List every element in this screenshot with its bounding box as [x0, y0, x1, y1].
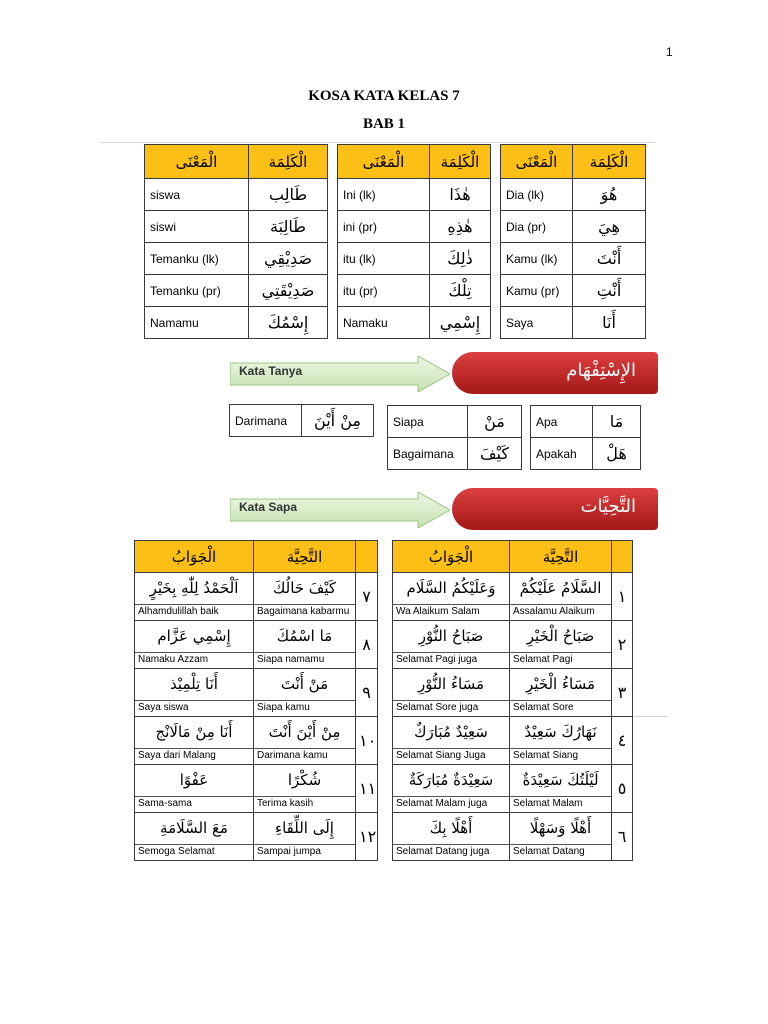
answer-cell — [393, 573, 510, 621]
greeting-translation: Assalamu Alaikum — [510, 604, 611, 619]
word-cell: أَنْتَ — [573, 243, 646, 275]
word-cell: كَيْفَ — [468, 438, 522, 470]
greeting-translation: Selamat Pagi — [510, 652, 611, 667]
meaning-cell: siswi — [145, 211, 249, 243]
row-number: ١٠ — [356, 717, 378, 765]
answer-arabic: مَسَاءُ النُّوْرِ — [417, 675, 485, 693]
meaning-cell: Apakah — [531, 438, 593, 470]
answer-arabic: أَهْلًا بِكَ — [429, 819, 473, 837]
answer-arabic: عَفْوًا — [179, 771, 209, 789]
word-cell: صَدِيْقَتِي — [249, 275, 328, 307]
greeting-arabic: مَا اسْمُكَ — [276, 627, 333, 645]
question-table-where — [229, 404, 374, 437]
meaning-cell: Dia (pr) — [501, 211, 573, 243]
answer-translation: Namaku Azzam — [135, 652, 253, 667]
answer-cell — [393, 621, 510, 669]
answer-translation: Saya siswa — [135, 700, 253, 715]
answer-translation: Selamat Malam juga — [393, 796, 509, 811]
greeting-cell — [254, 669, 356, 717]
column-header-number — [356, 541, 378, 573]
meaning-cell: Dia (lk) — [501, 179, 573, 211]
answer-translation: Sama-sama — [135, 796, 253, 811]
word-cell: مَنْ — [468, 406, 522, 438]
answer-cell — [135, 669, 254, 717]
answer-cell — [135, 765, 254, 813]
table-row — [531, 406, 641, 438]
column-header-number — [612, 541, 633, 573]
table-row — [388, 406, 522, 438]
answer-cell — [135, 573, 254, 621]
meaning-cell: ini (pr) — [338, 211, 430, 243]
row-number: ٢ — [612, 621, 633, 669]
greeting-translation: Selamat Sore — [510, 700, 611, 715]
greeting-row — [135, 621, 378, 669]
word-cell: هُوَ — [573, 179, 646, 211]
meaning-cell: Temanku (lk) — [145, 243, 249, 275]
meaning-cell: Siapa — [388, 406, 468, 438]
banner-label-arabic: التَّحِيَّات — [580, 496, 636, 517]
row-number: ٨ — [356, 621, 378, 669]
row-number: ٧ — [356, 573, 378, 621]
chapter-title: BAB 1 — [362, 116, 406, 132]
table-header-row — [145, 145, 328, 179]
word-cell: مَا — [593, 406, 641, 438]
greeting-arabic: مَنْ أَنْتَ — [280, 675, 329, 693]
greeting-row — [393, 765, 633, 813]
greeting-arabic: مَسَاءُ الْخَيْرِ — [525, 675, 596, 693]
row-number: ١ — [612, 573, 633, 621]
greeting-arabic: كَيْفَ حَالُكَ — [272, 579, 337, 597]
greeting-arabic: إِلَى اللِّقَاءِ — [275, 819, 334, 837]
answer-arabic: وَعَلَيْكُمُ السَّلَام — [406, 579, 496, 597]
horizontal-rule — [628, 716, 668, 717]
greeting-arabic: أَهْلًا وَسَهْلًا — [529, 819, 592, 837]
word-cell: تِلْكَ — [430, 275, 491, 307]
answer-translation: Selamat Sore juga — [393, 700, 509, 715]
answer-cell — [135, 813, 254, 861]
answer-translation: Selamat Siang Juga — [393, 748, 509, 763]
word-cell: هَلْ — [593, 438, 641, 470]
word-cell: أَنْتِ — [573, 275, 646, 307]
greeting-translation: Bagaimana kabarmu — [254, 604, 355, 619]
answer-arabic: صَبَاحُ النُّوْرِ — [418, 627, 484, 645]
answer-cell — [393, 813, 510, 861]
row-number: ١٢ — [356, 813, 378, 861]
greeting-translation: Sampai jumpa — [254, 844, 355, 859]
table-row — [501, 243, 646, 275]
greeting-row — [135, 765, 378, 813]
meaning-cell: Ini (lk) — [338, 179, 430, 211]
greeting-cell — [510, 717, 612, 765]
table-row — [501, 275, 646, 307]
greeting-cell — [254, 717, 356, 765]
table-row — [388, 438, 522, 470]
meaning-cell: Apa — [531, 406, 593, 438]
table-row — [338, 179, 491, 211]
word-cell: أَنَا — [573, 307, 646, 339]
table-row — [338, 307, 491, 339]
document-title: KOSA KATA KELAS 7 — [308, 88, 460, 104]
vocab-table-pronouns — [500, 144, 646, 339]
answer-arabic: أَنَا تِلْمِيْذ — [170, 675, 218, 693]
banner-label-indonesian: Kata Tanya — [239, 364, 303, 378]
table-header-row — [135, 541, 378, 573]
meaning-cell: Kamu (pr) — [501, 275, 573, 307]
answer-cell — [393, 717, 510, 765]
answer-cell — [135, 621, 254, 669]
greeting-cell — [254, 765, 356, 813]
table-row — [145, 307, 328, 339]
table-row — [531, 438, 641, 470]
meaning-cell: Kamu (lk) — [501, 243, 573, 275]
column-header-meaning: الْمَعْنَى — [501, 145, 573, 179]
meaning-cell: siswa — [145, 179, 249, 211]
table-header-row — [338, 145, 491, 179]
meaning-cell: Darimana — [230, 405, 302, 437]
greeting-row — [135, 573, 378, 621]
table-header-row — [393, 541, 633, 573]
table-row — [501, 179, 646, 211]
answer-translation: Alhamdulillah baik — [135, 604, 253, 619]
answer-arabic: سَعِيْدٌ مُبَارَكٌ — [414, 723, 488, 741]
greeting-cell — [510, 621, 612, 669]
column-header-meaning: الْمَعْنَى — [145, 145, 249, 179]
word-cell: هٰذِهِ — [430, 211, 491, 243]
row-number: ١١ — [356, 765, 378, 813]
word-cell: صَدِيْقِي — [249, 243, 328, 275]
table-row — [145, 275, 328, 307]
answer-arabic: مَعَ السَّلَامَةِ — [160, 819, 228, 837]
greeting-row — [393, 621, 633, 669]
vocab-table-nouns — [144, 144, 328, 339]
greeting-cell — [510, 669, 612, 717]
greeting-cell — [510, 813, 612, 861]
meaning-cell: Temanku (pr) — [145, 275, 249, 307]
horizontal-rule — [100, 142, 655, 143]
answer-translation: Wa Alaikum Salam — [393, 604, 509, 619]
greeting-translation: Siapa kamu — [254, 700, 355, 715]
answer-cell — [393, 669, 510, 717]
banner-label-indonesian: Kata Sapa — [239, 500, 298, 514]
row-number: ٥ — [612, 765, 633, 813]
column-header-word: الْكَلِمَة — [249, 145, 328, 179]
word-cell: طَالِبَة — [249, 211, 328, 243]
greeting-cell — [254, 621, 356, 669]
table-header-row — [501, 145, 646, 179]
banner-label-arabic: الإِسْتِفْهَام — [566, 360, 636, 381]
greeting-arabic: نَهَارُكَ سَعِيْدٌ — [524, 723, 597, 741]
column-header-greeting: التَّحِيَّة — [510, 541, 612, 573]
section-banner-greetings — [230, 488, 658, 530]
greeting-translation: Selamat Datang — [510, 844, 611, 859]
row-number: ٦ — [612, 813, 633, 861]
greeting-row — [135, 669, 378, 717]
row-number: ٩ — [356, 669, 378, 717]
greeting-arabic: شُكْرًا — [287, 771, 322, 789]
answer-arabic: إِسْمِي عَزَّام — [157, 627, 231, 645]
word-cell: إِسْمُكَ — [249, 307, 328, 339]
meaning-cell: Namaku — [338, 307, 430, 339]
column-header-answer: الْجَوَابُ — [393, 541, 510, 573]
greeting-translation: Selamat Siang — [510, 748, 611, 763]
word-cell: مِنْ أَيْنَ — [302, 405, 374, 437]
greetings-table-right — [392, 540, 633, 861]
table-row — [145, 179, 328, 211]
row-number: ٣ — [612, 669, 633, 717]
vocab-table-demonstratives — [337, 144, 491, 339]
question-table-who — [387, 405, 522, 470]
column-header-meaning: الْمَعْنَى — [338, 145, 430, 179]
meaning-cell: Namamu — [145, 307, 249, 339]
greetings-table-left — [134, 540, 378, 861]
table-row — [338, 275, 491, 307]
table-row — [338, 211, 491, 243]
greeting-translation: Terima kasih — [254, 796, 355, 811]
page-number: 1 — [666, 45, 673, 59]
row-number: ٤ — [612, 717, 633, 765]
greeting-translation: Darimana kamu — [254, 748, 355, 763]
answer-cell — [135, 717, 254, 765]
meaning-cell: Saya — [501, 307, 573, 339]
column-header-word: الْكَلِمَة — [430, 145, 491, 179]
answer-arabic: سَعِيْدَةٌ مُبَارَكَةٌ — [408, 771, 494, 789]
word-cell: هٰذَا — [430, 179, 491, 211]
greeting-row — [393, 813, 633, 861]
table-row — [145, 243, 328, 275]
table-row — [338, 243, 491, 275]
table-row — [230, 405, 374, 437]
meaning-cell: itu (pr) — [338, 275, 430, 307]
greeting-translation: Siapa namamu — [254, 652, 355, 667]
meaning-cell: Bagaimana — [388, 438, 468, 470]
greeting-cell — [510, 573, 612, 621]
word-cell: إِسْمِي — [430, 307, 491, 339]
answer-cell — [393, 765, 510, 813]
section-banner-question-words — [230, 352, 658, 394]
greeting-cell — [254, 813, 356, 861]
question-table-what — [530, 405, 641, 470]
word-cell: ذٰلِكَ — [430, 243, 491, 275]
meaning-cell: itu (lk) — [338, 243, 430, 275]
column-header-greeting: التَّحِيَّة — [254, 541, 356, 573]
greeting-row — [393, 717, 633, 765]
greeting-arabic: السَّلَامُ عَلَيْكُمْ — [519, 579, 602, 597]
answer-translation: Selamat Datang juga — [393, 844, 509, 859]
table-row — [501, 307, 646, 339]
greeting-translation: Selamat Malam — [510, 796, 611, 811]
greeting-row — [135, 813, 378, 861]
answer-arabic: اَلْحَمْدُ لِلّٰهِ بِخَيْرٍ — [149, 579, 239, 597]
column-header-word: الْكَلِمَة — [573, 145, 646, 179]
answer-translation: Selamat Pagi juga — [393, 652, 509, 667]
column-header-answer: الْجَوَابُ — [135, 541, 254, 573]
word-cell: طَالِب — [249, 179, 328, 211]
answer-arabic: أَنَا مِنْ مَالَانْج — [155, 723, 233, 741]
answer-translation: Saya dari Malang — [135, 748, 253, 763]
word-cell: هِيَ — [573, 211, 646, 243]
greeting-arabic: صَبَاحُ الْخَيْرِ — [526, 627, 595, 645]
greeting-cell — [254, 573, 356, 621]
greeting-arabic: لَيْلَتُكَ سَعِيْدَةٌ — [522, 771, 599, 789]
greeting-row — [393, 573, 633, 621]
answer-translation: Semoga Selamat — [135, 844, 253, 859]
greeting-cell — [510, 765, 612, 813]
greeting-row — [135, 717, 378, 765]
table-row — [145, 211, 328, 243]
greeting-arabic: مِنْ أَيْنَ أَنْتَ — [268, 723, 341, 741]
table-row — [501, 211, 646, 243]
greeting-row — [393, 669, 633, 717]
